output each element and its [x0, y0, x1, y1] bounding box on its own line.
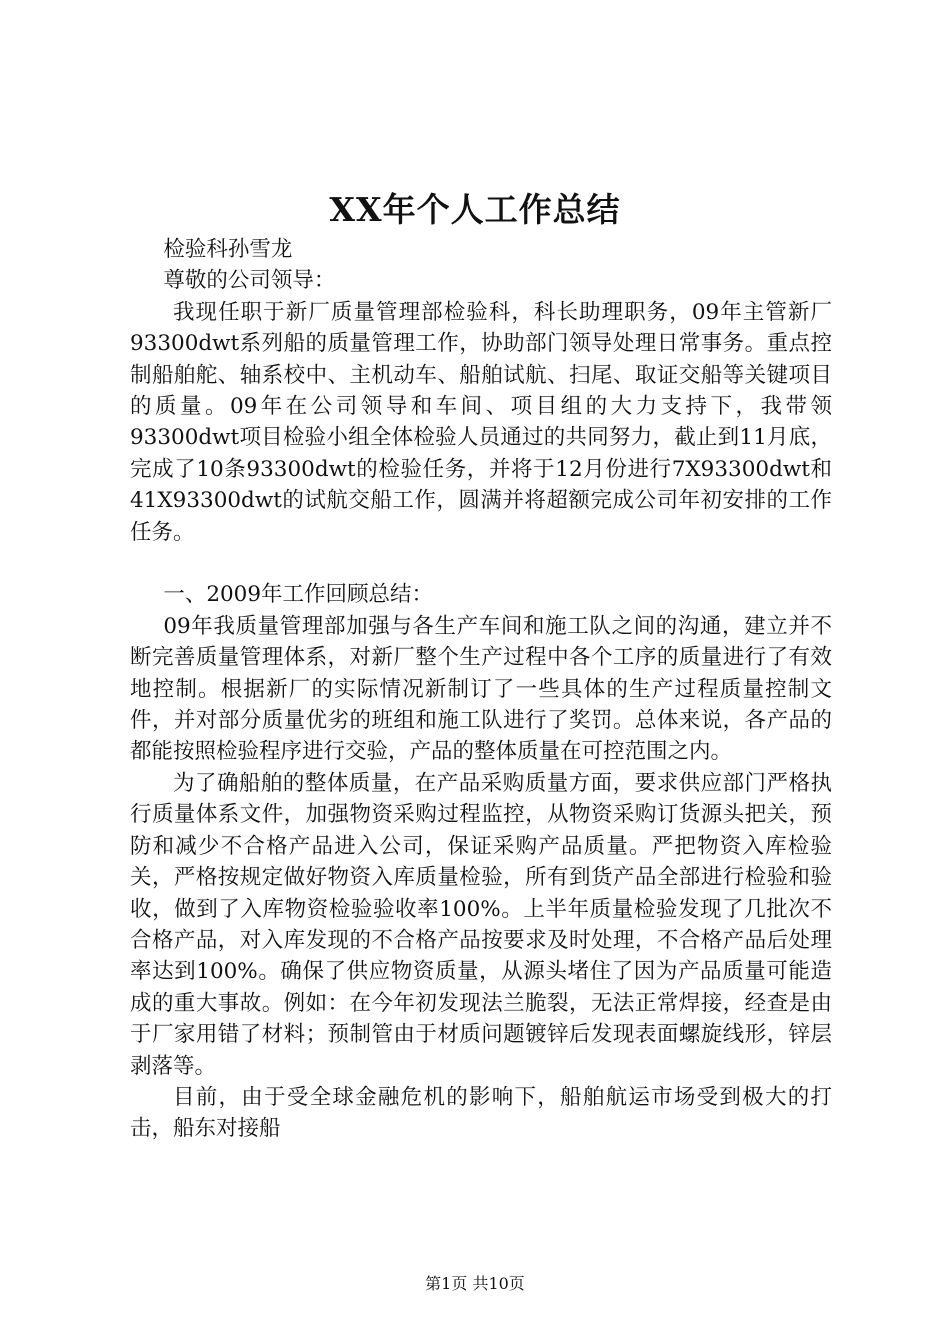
document-body [130, 234, 832, 1145]
paragraph-spacer [130, 548, 832, 579]
intro-paragraph: 我现任职于新厂质量管理部检验科，科长助理职务，09年主管新厂93300dwt系列船的质量管理工作，协助部门领导处理日常事务。重点控制船舶舵、轴系校中、主机动车、船舶试航、扫尾、取证交船等关键项目的质量。09年在公司领导和车间、项目组的大力支持下，我带领93300dwt项目检验小组全体检验人员通过的共同努力，截止到11月底，完成了10条93300dwt的检验任务，并将于12月份进行7X93300dwt和41X93300dwt的试航交船工作，圆满并将超额完成公司年初安排的工作任务。 [130, 299, 832, 545]
author-line: 检验科孙雪龙 [163, 237, 293, 262]
page-footer: 第1页 共10页 [425, 1274, 525, 1293]
body-paragraph-1: 09年我质量管理部加强与各生产车间和施工队之间的沟通，建立并不断完善质量管理体系，对新厂整个生产过程中各个工序的质量进行了有效地控制。根据新厂的实际情况新制订了一些具体的生产过程质量控制文件，并对部分质量优劣的班组和施工队进行了奖罚。总体来说，各产品的都能按照检验程序进行交验，产品的整体质量在可控范围之内。 [130, 613, 832, 765]
body-paragraph-3: 目前，由于受全球金融危机的影响下，船舶航运市场受到极大的打击，船东对接船 [130, 1084, 832, 1142]
document-title: XX年个人工作总结 [329, 190, 621, 229]
section-heading: 一、2009年工作回顾总结： [163, 582, 434, 608]
body-paragraph-2: 为了确船舶的整体质量，在产品采购质量方面，要求供应部门严格执行质量体系文件，加强物资采购过程监控，从物资采购订货源头把关，预防和减少不合格产品进入公司，保证采购产品质量。严把物资入库检验关，严格按规定做好物资入库质量检验，所有到货产品全部进行检验和验收，做到了入库物资检验验收率100%。上半年质量检验发现了几批次不合格产品，对入库发现的不合格产品按要求及时处理，不合格产品后处理率达到100%。确保了供应物资质量，从源头堵住了因为产品质量可能造成的重大事故。例如：在今年初发现法兰脆裂，无法正常焊接，经查是由于厂家用错了材料；预制管由于材质问题镀锌后发现表面螺旋线形，锌层剥落等。 [130, 770, 832, 1079]
salutation: 尊敬的公司领导： [163, 268, 336, 294]
